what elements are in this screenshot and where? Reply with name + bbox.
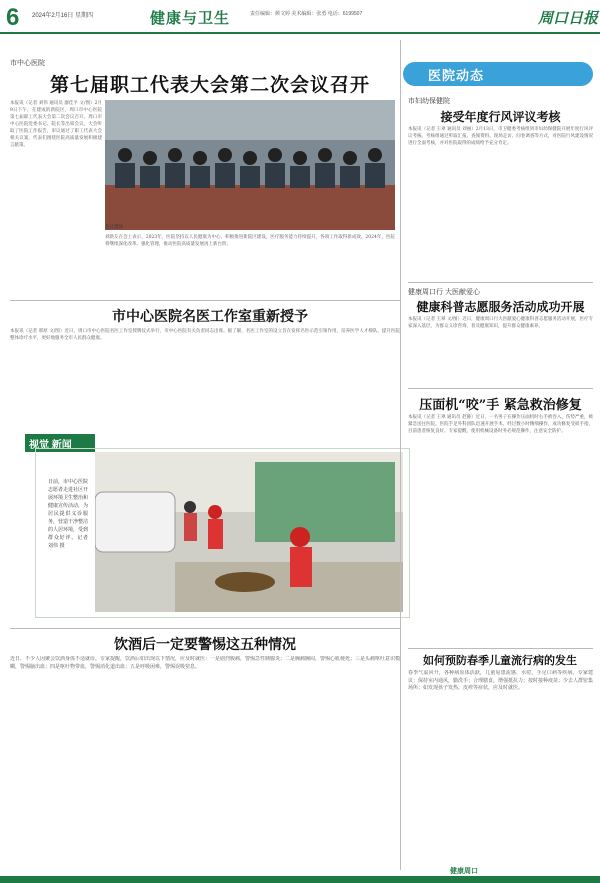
article3-body: 近日，不少人因聚会饮酒身体不适就诊。专家提醒，饮酒后如出现以下情况，应及时就医：一是剧烈腹痛，警惕急性胰腺炎；二是胸痛胸闷，警惕心肌梗死；三是头痛呕吐意识模糊，警惕脑出血；四是呕吐物带血，警惕消化道出血；五是呼吸困难，警惕误吸窒息。 [10, 656, 400, 670]
article5-kicker: 健康周口行 大医献爱心 [408, 289, 480, 296]
article6-body: 本报讯（记者 王翠 通讯员 赵静）近日，一名男子在操作压面机时右手被卷入，伤势严重，被紧急送往医院。医院手足外科团队迅速开展手术，经过数小时精细操作，成功修复受损手指，目前患者恢复良好。专家提醒，使用机械设备时务必规范操作，注意安全防护。 [408, 415, 593, 434]
article5-body: 本报讯（记者 王翠 文/图）近日，健康周口行大医献爱心健康科普志愿服务活动开展，医疗专家深入基层，为群众义诊咨询、普及健康知识，提升群众健康素养。 [408, 317, 593, 329]
meeting-photo-art [105, 100, 395, 230]
volunteer-photo [95, 452, 403, 612]
article6-title: 压面机“咬”手 紧急救治修复 [419, 398, 582, 413]
divider [408, 648, 593, 649]
divider [10, 300, 400, 301]
article4-title: 接受年度行风评议考核 [440, 110, 561, 124]
editor-contact: 责任编辑：颜文婷 美术编辑：张勇 电话：6199507 [250, 11, 363, 17]
hospital-news-title: 医院动态 [428, 69, 485, 84]
page-number: 6 [6, 4, 20, 31]
article2-title: 市中心医院名医工作室重新授予 [112, 309, 308, 325]
masthead-rule [0, 32, 600, 34]
meeting-photo [105, 100, 395, 230]
article1-body2: 刘新友在会上表示，2023年，医院坚持以人民健康为中心，积极推进新院区建设，医疗服务能力持续提升，各项工作取得新成效。2024年，医院将继续深化改革、强化管理，推动医院高质量发展再上新台阶。 [105, 235, 395, 247]
section-title: 健康与卫生 [150, 9, 231, 27]
newspaper-logo: 周口日报 [538, 9, 599, 27]
divider [408, 388, 593, 389]
article4-body: 本报讯（记者 王翠 通讯员 刘丽）2月13日，市卫健委考核组到市妇幼保健院开展年度行风评议考核。考核组通过听取汇报、查阅资料、现场走访、问卷调查等方式，对医院行风建设情况进行全面考核，并对医院取得的成绩给予充分肯定。 [408, 127, 593, 146]
article7-body: 春季气温回升，各种病原体活跃，儿童易患流感、水痘、手足口病等疾病。专家建议：保持室内通风，勤洗手；合理膳食，增强抵抗力；按时接种疫苗；少去人群密集场所；如发现孩子发热、皮疹等症状，应及时就医。 [408, 670, 593, 691]
column-divider [400, 40, 401, 870]
article1-caption: 会议现场 [105, 225, 123, 230]
footer-bar [0, 876, 600, 883]
footer-text: 健康周口 [450, 866, 478, 875]
article1-title: 第七届职工代表大会第二次会议召开 [49, 74, 370, 96]
visual-news-caption: 日前，市中心医院志愿者走进社区开展环境卫生整治和健康宣传活动，为居民提供义诊服务，营造干净整洁的人居环境，受到群众好评。记者 刘伟 摄 [48, 479, 88, 549]
visual-news-label: 视觉 新闻 [25, 434, 95, 452]
article3-title: 饮酒后一定要警惕这五种情况 [114, 637, 296, 653]
article7-title: 如何预防春季儿童流行病的发生 [423, 654, 577, 667]
article1-kicker: 市中心医院 [10, 60, 45, 67]
issue-date: 2024年2月16日 星期四 [32, 13, 94, 19]
article1-body: 本报讯（记者 刘伟 通讯员 廖佳平 文/图）2月9日下午，在建成的新院区，周口市中心医院第七届职工代表大会第二次会议召开。周口市中心医院党委书记、院长等出席会议，大会听取了医院工作报告，审议通过了职工代表大会相关议案，代表们围绕医院高质量发展积极建言献策。 [10, 101, 102, 148]
article4-kicker: 市妇幼保健院 [408, 98, 450, 105]
article5-title: 健康科普志愿服务活动成功开展 [416, 300, 585, 314]
divider [10, 628, 400, 629]
divider [408, 282, 593, 283]
article2-body: 本报讯（记者 邢原 文/图）近日，周口市中心医院名医工作室授牌仪式举行，市中心医院有关负责同志出席。据了解，名医工作室的设立旨在发挥名医示范引领作用，培养医学人才梯队，提升医院整体诊疗水平，更好地服务全市人民群众健康。 [10, 329, 400, 341]
volunteer-photo-art [95, 452, 403, 612]
